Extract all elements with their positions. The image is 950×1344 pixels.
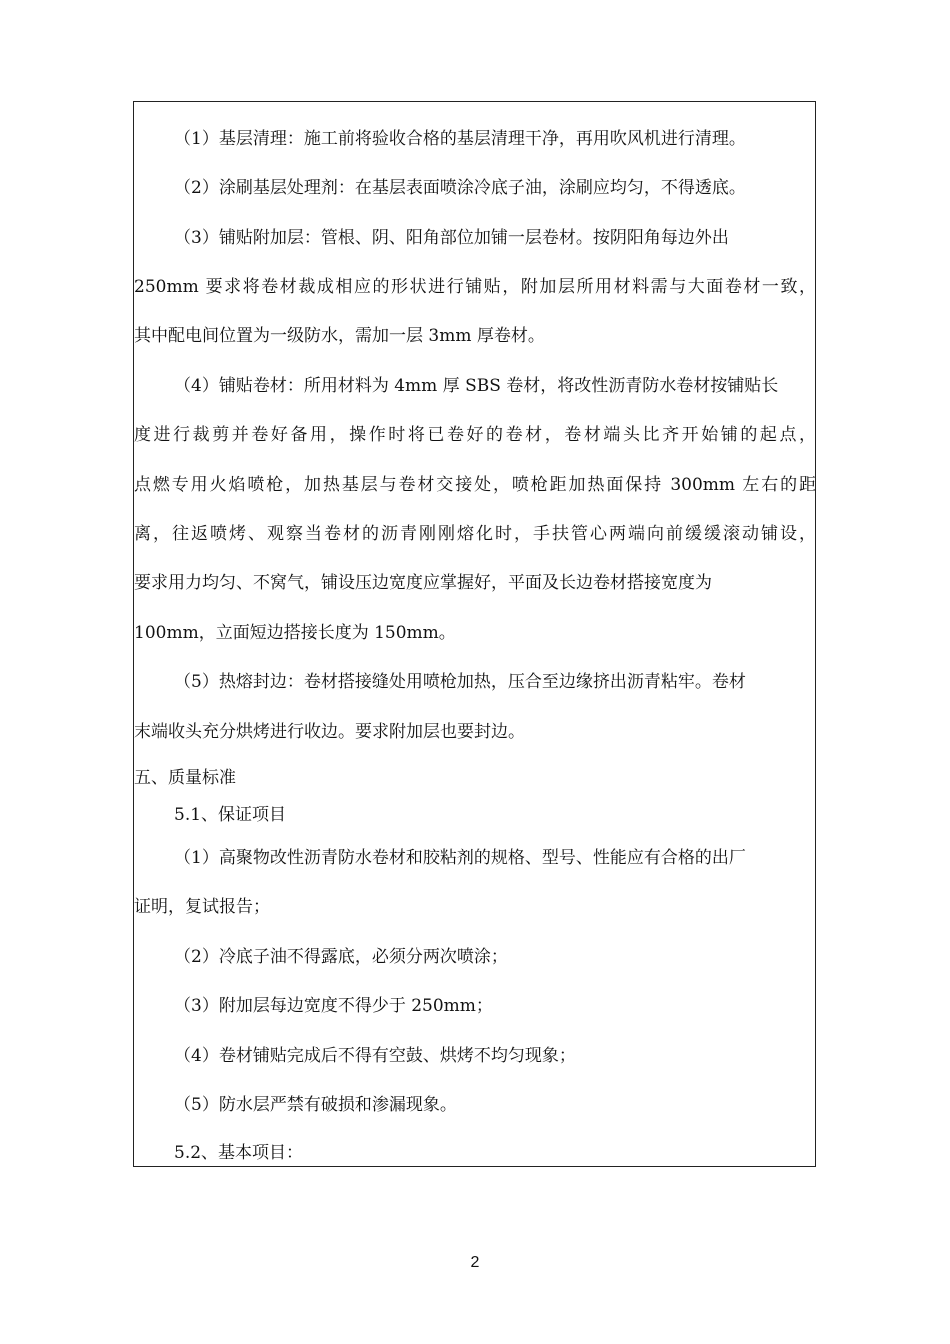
text-line: （3）附加层每边宽度不得少于 250mm；: [174, 996, 493, 1016]
text-line: 末端收头充分烘烤进行收边。要求附加层也要封边。: [134, 722, 525, 742]
text-line: 离，往返喷烤、观察当卷材的沥青刚刚熔化时，手扶管心两端向前缓缓滚动铺设，: [134, 524, 816, 544]
text-line: 度进行裁剪并卷好备用，操作时将已卷好的卷材，卷材端头比齐开始铺的起点，: [134, 425, 816, 445]
text-line: （5）热熔封边：卷材搭接缝处用喷枪加热，压合至边缘挤出沥青粘牢。卷材: [174, 672, 746, 692]
text-line: 其中配电间位置为一级防水，需加一层 3mm 厚卷材。: [134, 326, 545, 346]
text-line: 100mm，立面短边搭接长度为 150mm。: [134, 623, 456, 643]
subsection-heading: 5.1、保证项目: [174, 805, 287, 825]
subsection-heading: 5.2、基本项目：: [174, 1143, 304, 1163]
content-frame: [133, 101, 816, 1167]
text-line: 点燃专用火焰喷枪，加热基层与卷材交接处，喷枪距加热面保持 300mm 左右的距: [134, 475, 816, 495]
text-line: （4）卷材铺贴完成后不得有空鼓、烘烤不均匀现象；: [174, 1046, 576, 1066]
page-number: 2: [470, 1254, 480, 1271]
text-line: （5）防水层严禁有破损和渗漏现象。: [174, 1095, 457, 1115]
text-line: （1）基层清理：施工前将验收合格的基层清理干净，再用吹风机进行清理。: [174, 129, 746, 149]
text-line: （3）铺贴附加层：管根、阴、阳角部位加铺一层卷材。按阴阳角每边外出: [174, 228, 729, 248]
text-line: （2）涂刷基层处理剂：在基层表面喷涂冷底子油，涂刷应均匀，不得透底。: [174, 178, 746, 198]
text-line: 250mm 要求将卷材裁成相应的形状进行铺贴，附加层所用材料需与大面卷材一致，: [134, 277, 816, 297]
text-line: （1）高聚物改性沥青防水卷材和胶粘剂的规格、型号、性能应有合格的出厂: [174, 848, 746, 868]
text-line: （4）铺贴卷材：所用材料为 4mm 厚 SBS 卷材，将改性沥青防水卷材按铺贴长: [174, 376, 779, 396]
section-heading: 五、质量标准: [134, 768, 236, 788]
text-line: 要求用力均匀、不窝气，铺设压边宽度应掌握好，平面及长边卷材搭接宽度为: [134, 573, 712, 593]
text-line: （2）冷底子油不得露底，必须分两次喷涂；: [174, 947, 508, 967]
text-line: 证明，复试报告；: [134, 897, 270, 917]
